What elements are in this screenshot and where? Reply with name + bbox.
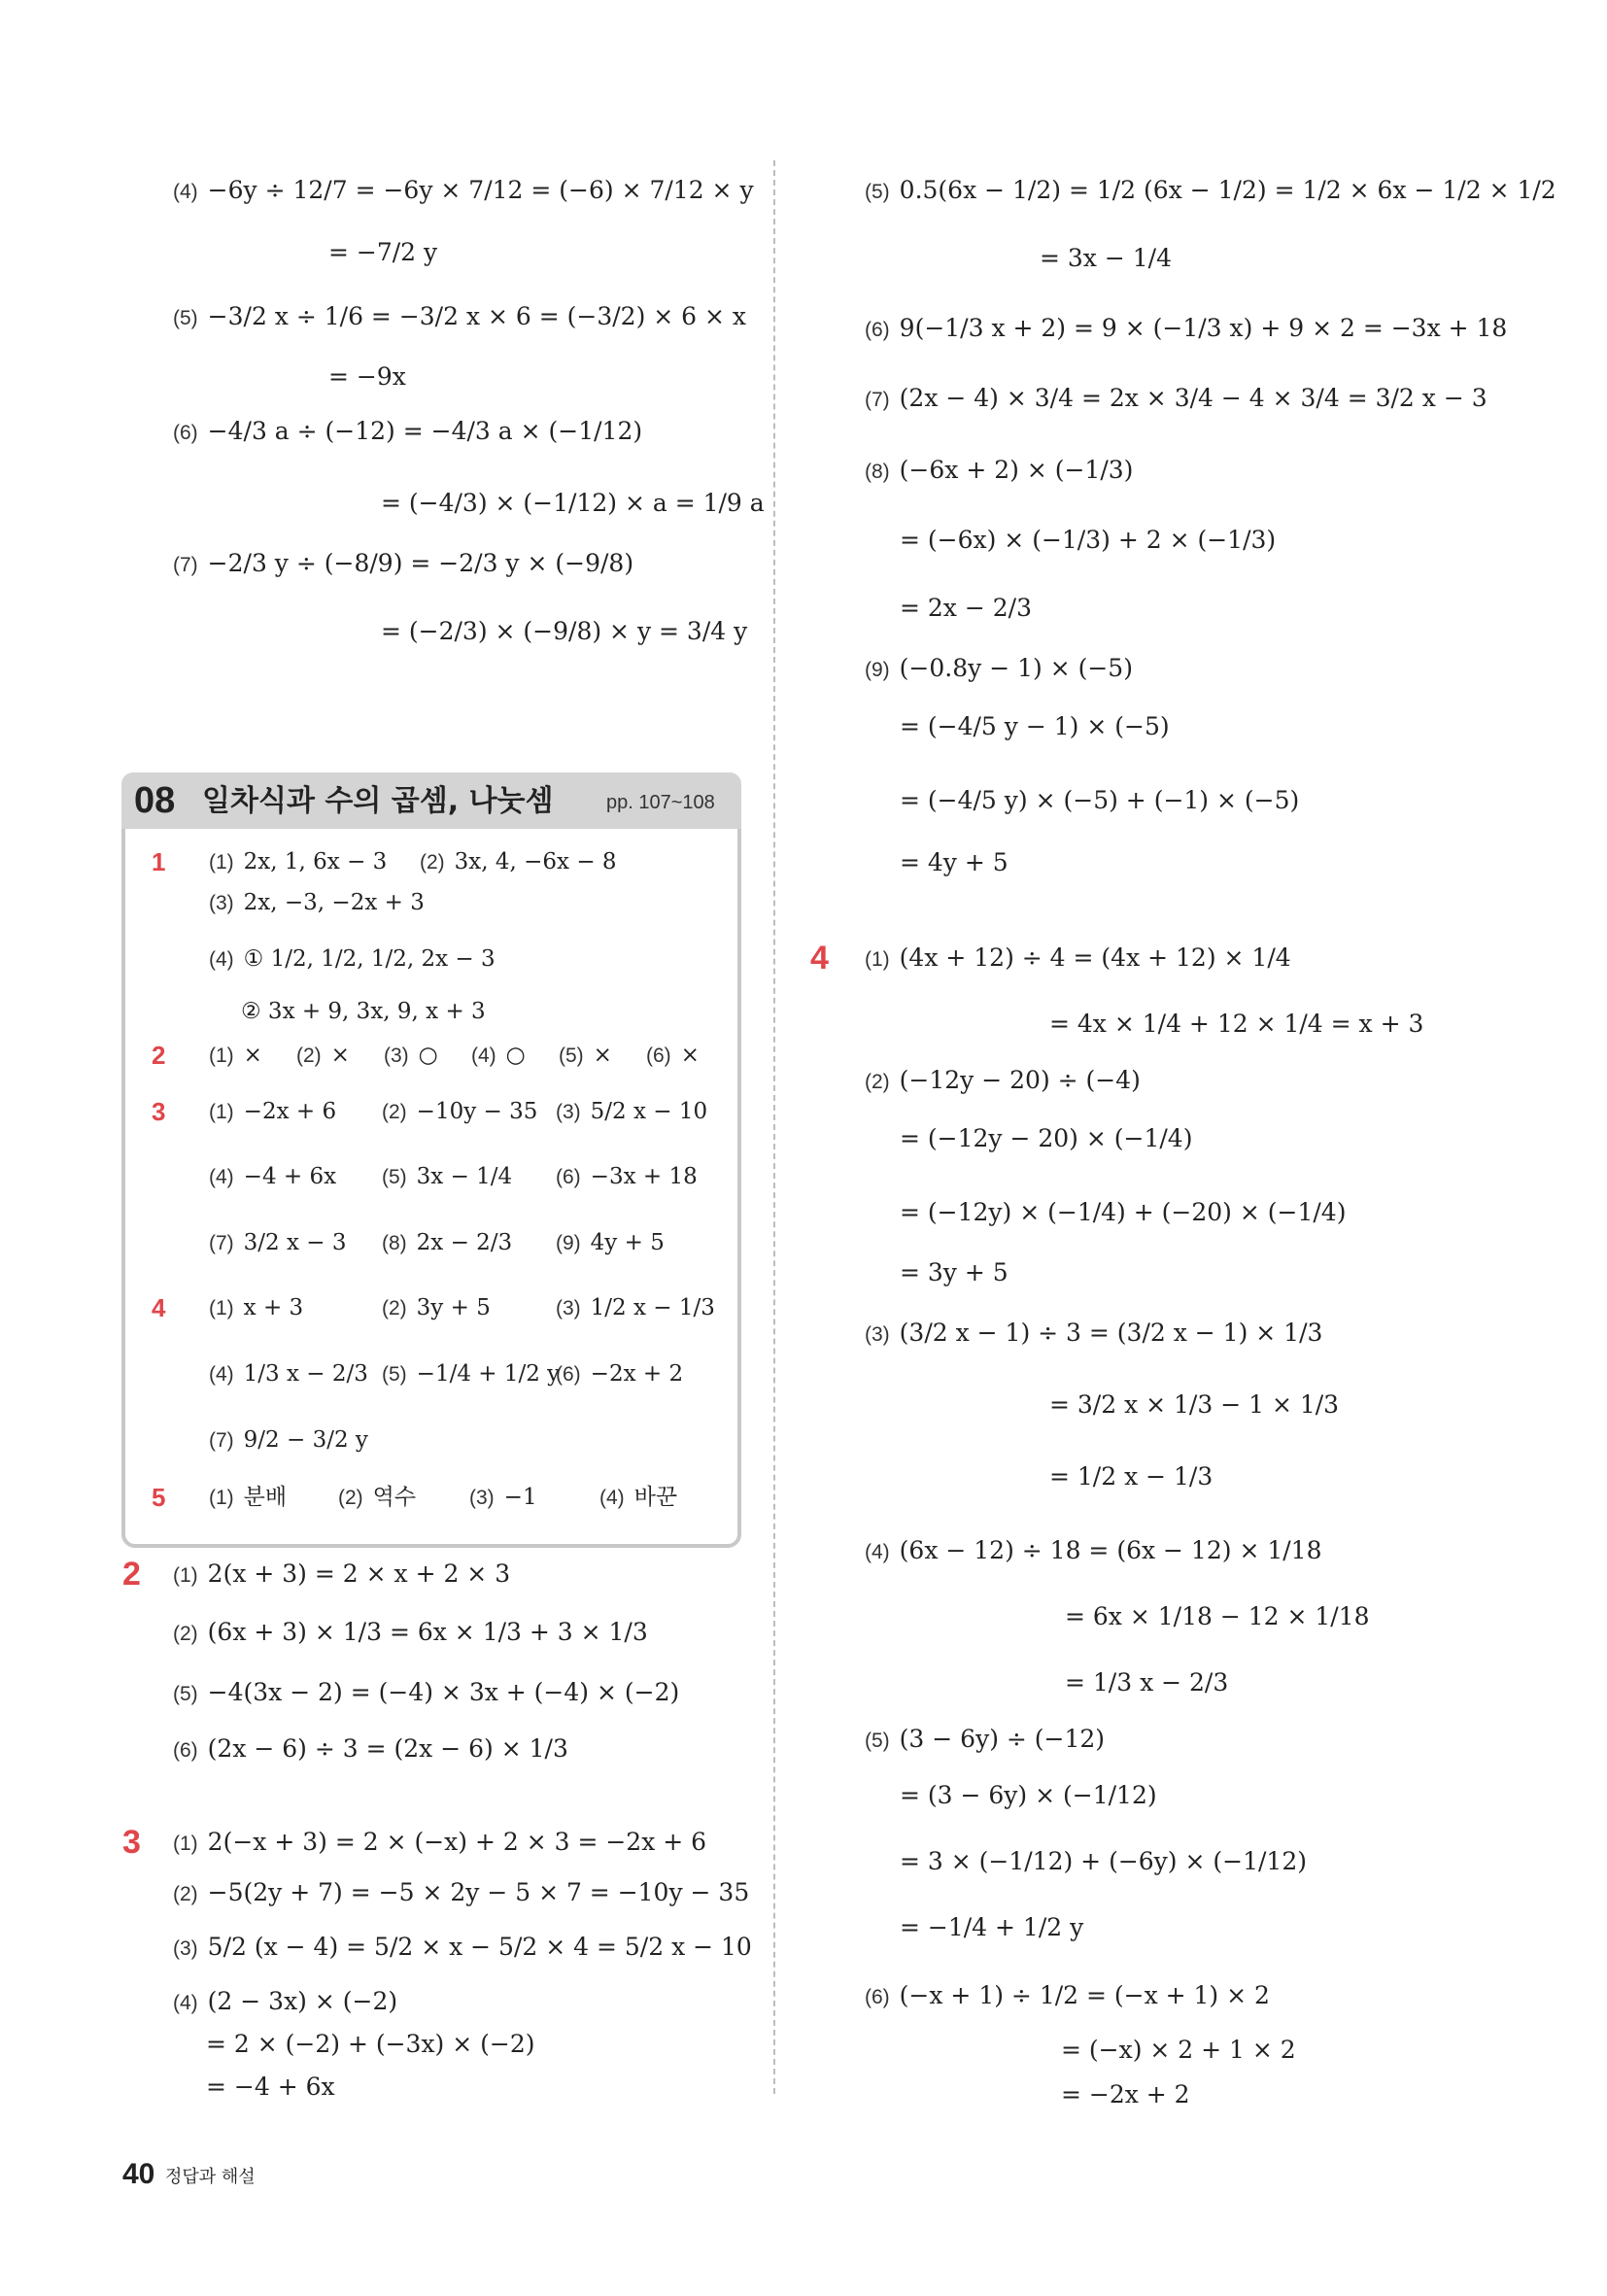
section-title: 일차식과 수의 곱셈, 나눗셈 (202, 784, 554, 818)
solution-line: (2) (−12y − 20) ÷ (−4) (865, 1066, 1141, 1094)
answer-number: 4 (152, 1293, 166, 1322)
solution-line: = 1/2 x − 1/3 (1049, 1462, 1214, 1491)
footer-label: 정답과 해설 (165, 2167, 256, 2187)
solution-line: = −2x + 2 (1061, 2080, 1190, 2108)
answer-item: (3) −1 (469, 1485, 537, 1510)
answer-item: (1) x + 3 (209, 1295, 304, 1320)
solution-line: = (3 − 6y) × (−1/12) (900, 1781, 1157, 1809)
solution-line: (6) (−x + 1) ÷ 1/2 = (−x + 1) × 2 (865, 1981, 1270, 2009)
solution-line: = −7/2 y (328, 238, 438, 266)
answer-item: (7) 9/2 − 3/2 y (209, 1427, 368, 1453)
answer-item: (5) 3x − 1/4 (382, 1164, 513, 1189)
answer-item: (4) 1/3 x − 2/3 (209, 1361, 368, 1387)
solution-line: (1) 2(x + 3) = 2 × x + 2 × 3 (173, 1559, 511, 1588)
answer-item: (2) × (296, 1043, 350, 1068)
answer-item: (3) ○ (384, 1043, 438, 1068)
solution-line: = 2x − 2/3 (900, 594, 1032, 622)
answer-item: (2) 3x, 4, −6x − 8 (420, 849, 617, 874)
solution-line: = −9x (328, 362, 406, 391)
answer-item: (1) × (209, 1043, 262, 1068)
section-number: 08 (134, 780, 176, 821)
solution-line: = (−4/5 y) × (−5) + (−1) × (−5) (900, 786, 1300, 814)
solution-line: (6) (2x − 6) ÷ 3 = (2x − 6) × 1/3 (173, 1734, 568, 1763)
answer-item: (6) −2x + 2 (556, 1361, 684, 1387)
answer-item: (3) 2x, −3, −2x + 3 (209, 890, 425, 915)
solution-line: (3) (3/2 x − 1) ÷ 3 = (3/2 x − 1) × 1/3 (865, 1319, 1323, 1347)
solution-line: (5) −3/2 x ÷ 1/6 = −3/2 x × 6 = (−3/2) × 6 × x (173, 302, 747, 330)
solution-line: = (−4/5 y − 1) × (−5) (900, 712, 1170, 740)
solution-line: (9) (−0.8y − 1) × (−5) (865, 654, 1133, 682)
answer-item: (4) ○ (471, 1043, 526, 1068)
page-number: 40 (122, 2158, 155, 2190)
solution-line: = −4 + 6x (206, 2073, 335, 2101)
answer-item: ② 3x + 9, 3x, 9, x + 3 (241, 999, 486, 1024)
solution-line: = −1/4 + 1/2 y (900, 1913, 1084, 1941)
answer-item: (4) −4 + 6x (209, 1164, 337, 1189)
answer-item: (3) 5/2 x − 10 (556, 1099, 708, 1124)
answer-number: 2 (152, 1041, 166, 1070)
solution-line: (3) 5/2 (x − 4) = 5/2 × x − 5/2 × 4 = 5/2 x − 10 (173, 1933, 752, 1961)
answer-item: (1) 분배 (209, 1485, 288, 1510)
question-number: 3 (122, 1824, 141, 1861)
solution-line: = (−6x) × (−1/3) + 2 × (−1/3) (900, 526, 1277, 554)
question-number: 2 (122, 1556, 141, 1593)
answer-number: 3 (152, 1097, 166, 1126)
answer-item: (2) −10y − 35 (382, 1099, 538, 1124)
solution-line: = 4y + 5 (900, 848, 1009, 876)
solution-line: (4) (6x − 12) ÷ 18 = (6x − 12) × 1/18 (865, 1536, 1322, 1564)
answer-item: (5) × (559, 1043, 612, 1068)
solution-line: = 3/2 x × 1/3 − 1 × 1/3 (1049, 1390, 1340, 1419)
solution-line: = 3 × (−1/12) + (−6y) × (−1/12) (900, 1847, 1307, 1875)
answer-item: (2) 역수 (338, 1485, 417, 1510)
solution-line: = 2 × (−2) + (−3x) × (−2) (206, 2030, 535, 2058)
solution-line: = 4x × 1/4 + 12 × 1/4 = x + 3 (1049, 1010, 1424, 1038)
solution-line: (1) (4x + 12) ÷ 4 = (4x + 12) × 1/4 (865, 943, 1291, 972)
solution-line: = (−2/3) × (−9/8) × y = 3/4 y (381, 617, 748, 645)
solution-line: (2) −5(2y + 7) = −5 × 2y − 5 × 7 = −10y − 35 (173, 1878, 750, 1906)
solution-line: = 3y + 5 (900, 1258, 1009, 1286)
solution-line: (5) −4(3x − 2) = (−4) × 3x + (−4) × (−2) (173, 1678, 680, 1706)
answer-item: (7) 3/2 x − 3 (209, 1230, 347, 1255)
solution-line: (1) 2(−x + 3) = 2 × (−x) + 2 × 3 = −2x + 6 (173, 1828, 707, 1856)
question-number: 4 (810, 940, 829, 977)
solution-line: = (−12y − 20) × (−1/4) (900, 1124, 1193, 1152)
answer-item: (3) 1/2 x − 1/3 (556, 1295, 715, 1320)
solution-line: = (−12y) × (−1/4) + (−20) × (−1/4) (900, 1198, 1347, 1226)
answer-item: (1) 2x, 1, 6x − 3 (209, 849, 388, 874)
answer-item: (6) × (646, 1043, 700, 1068)
answer-item: (4) ① 1/2, 1/2, 1/2, 2x − 3 (209, 946, 496, 972)
solution-line: = (−x) × 2 + 1 × 2 (1061, 2036, 1296, 2064)
answer-item: (6) −3x + 18 (556, 1164, 698, 1189)
solution-line: (6) 9(−1/3 x + 2) = 9 × (−1/3 x) + 9 × 2 = −3x + 18 (865, 314, 1508, 342)
solution-line: = 6x × 1/18 − 12 × 1/18 (1065, 1602, 1370, 1630)
solution-line: (7) −2/3 y ÷ (−8/9) = −2/3 y × (−9/8) (173, 549, 634, 577)
solution-line: (5) 0.5(6x − 1/2) = 1/2 (6x − 1/2) = 1/2 × 6x − 1/2 × 1/2 (865, 176, 1556, 204)
answer-number: 5 (152, 1483, 166, 1512)
answer-number: 1 (152, 847, 166, 876)
solution-line: = 3x − 1/4 (1040, 244, 1172, 272)
answer-item: (1) −2x + 6 (209, 1099, 337, 1124)
solution-line: (2) (6x + 3) × 1/3 = 6x × 1/3 + 3 × 1/3 (173, 1618, 648, 1646)
solution-line: (7) (2x − 4) × 3/4 = 2x × 3/4 − 4 × 3/4 = 3/2 x − 3 (865, 384, 1487, 412)
answer-item: (8) 2x − 2/3 (382, 1230, 513, 1255)
solution-line: = 1/3 x − 2/3 (1065, 1668, 1229, 1696)
answer-item: (2) 3y + 5 (382, 1295, 491, 1320)
solution-line: (5) (3 − 6y) ÷ (−12) (865, 1725, 1106, 1753)
solution-line: (4) −6y ÷ 12/7 = −6y × 7/12 = (−6) × 7/12 × y (173, 176, 754, 204)
answer-item: (4) 바꾼 (599, 1485, 678, 1510)
column-divider (773, 160, 775, 2094)
solution-line: = (−4/3) × (−1/12) × a = 1/9 a (381, 489, 765, 517)
answer-item: (9) 4y + 5 (556, 1230, 665, 1255)
solution-line: (6) −4/3 a ÷ (−12) = −4/3 a × (−1/12) (173, 417, 643, 445)
solution-line: (4) (2 − 3x) × (−2) (173, 1987, 398, 2015)
page-reference: pp. 107~108 (606, 792, 715, 813)
solution-line: (8) (−6x + 2) × (−1/3) (865, 456, 1134, 484)
answer-item: (5) −1/4 + 1/2 y (382, 1361, 561, 1387)
